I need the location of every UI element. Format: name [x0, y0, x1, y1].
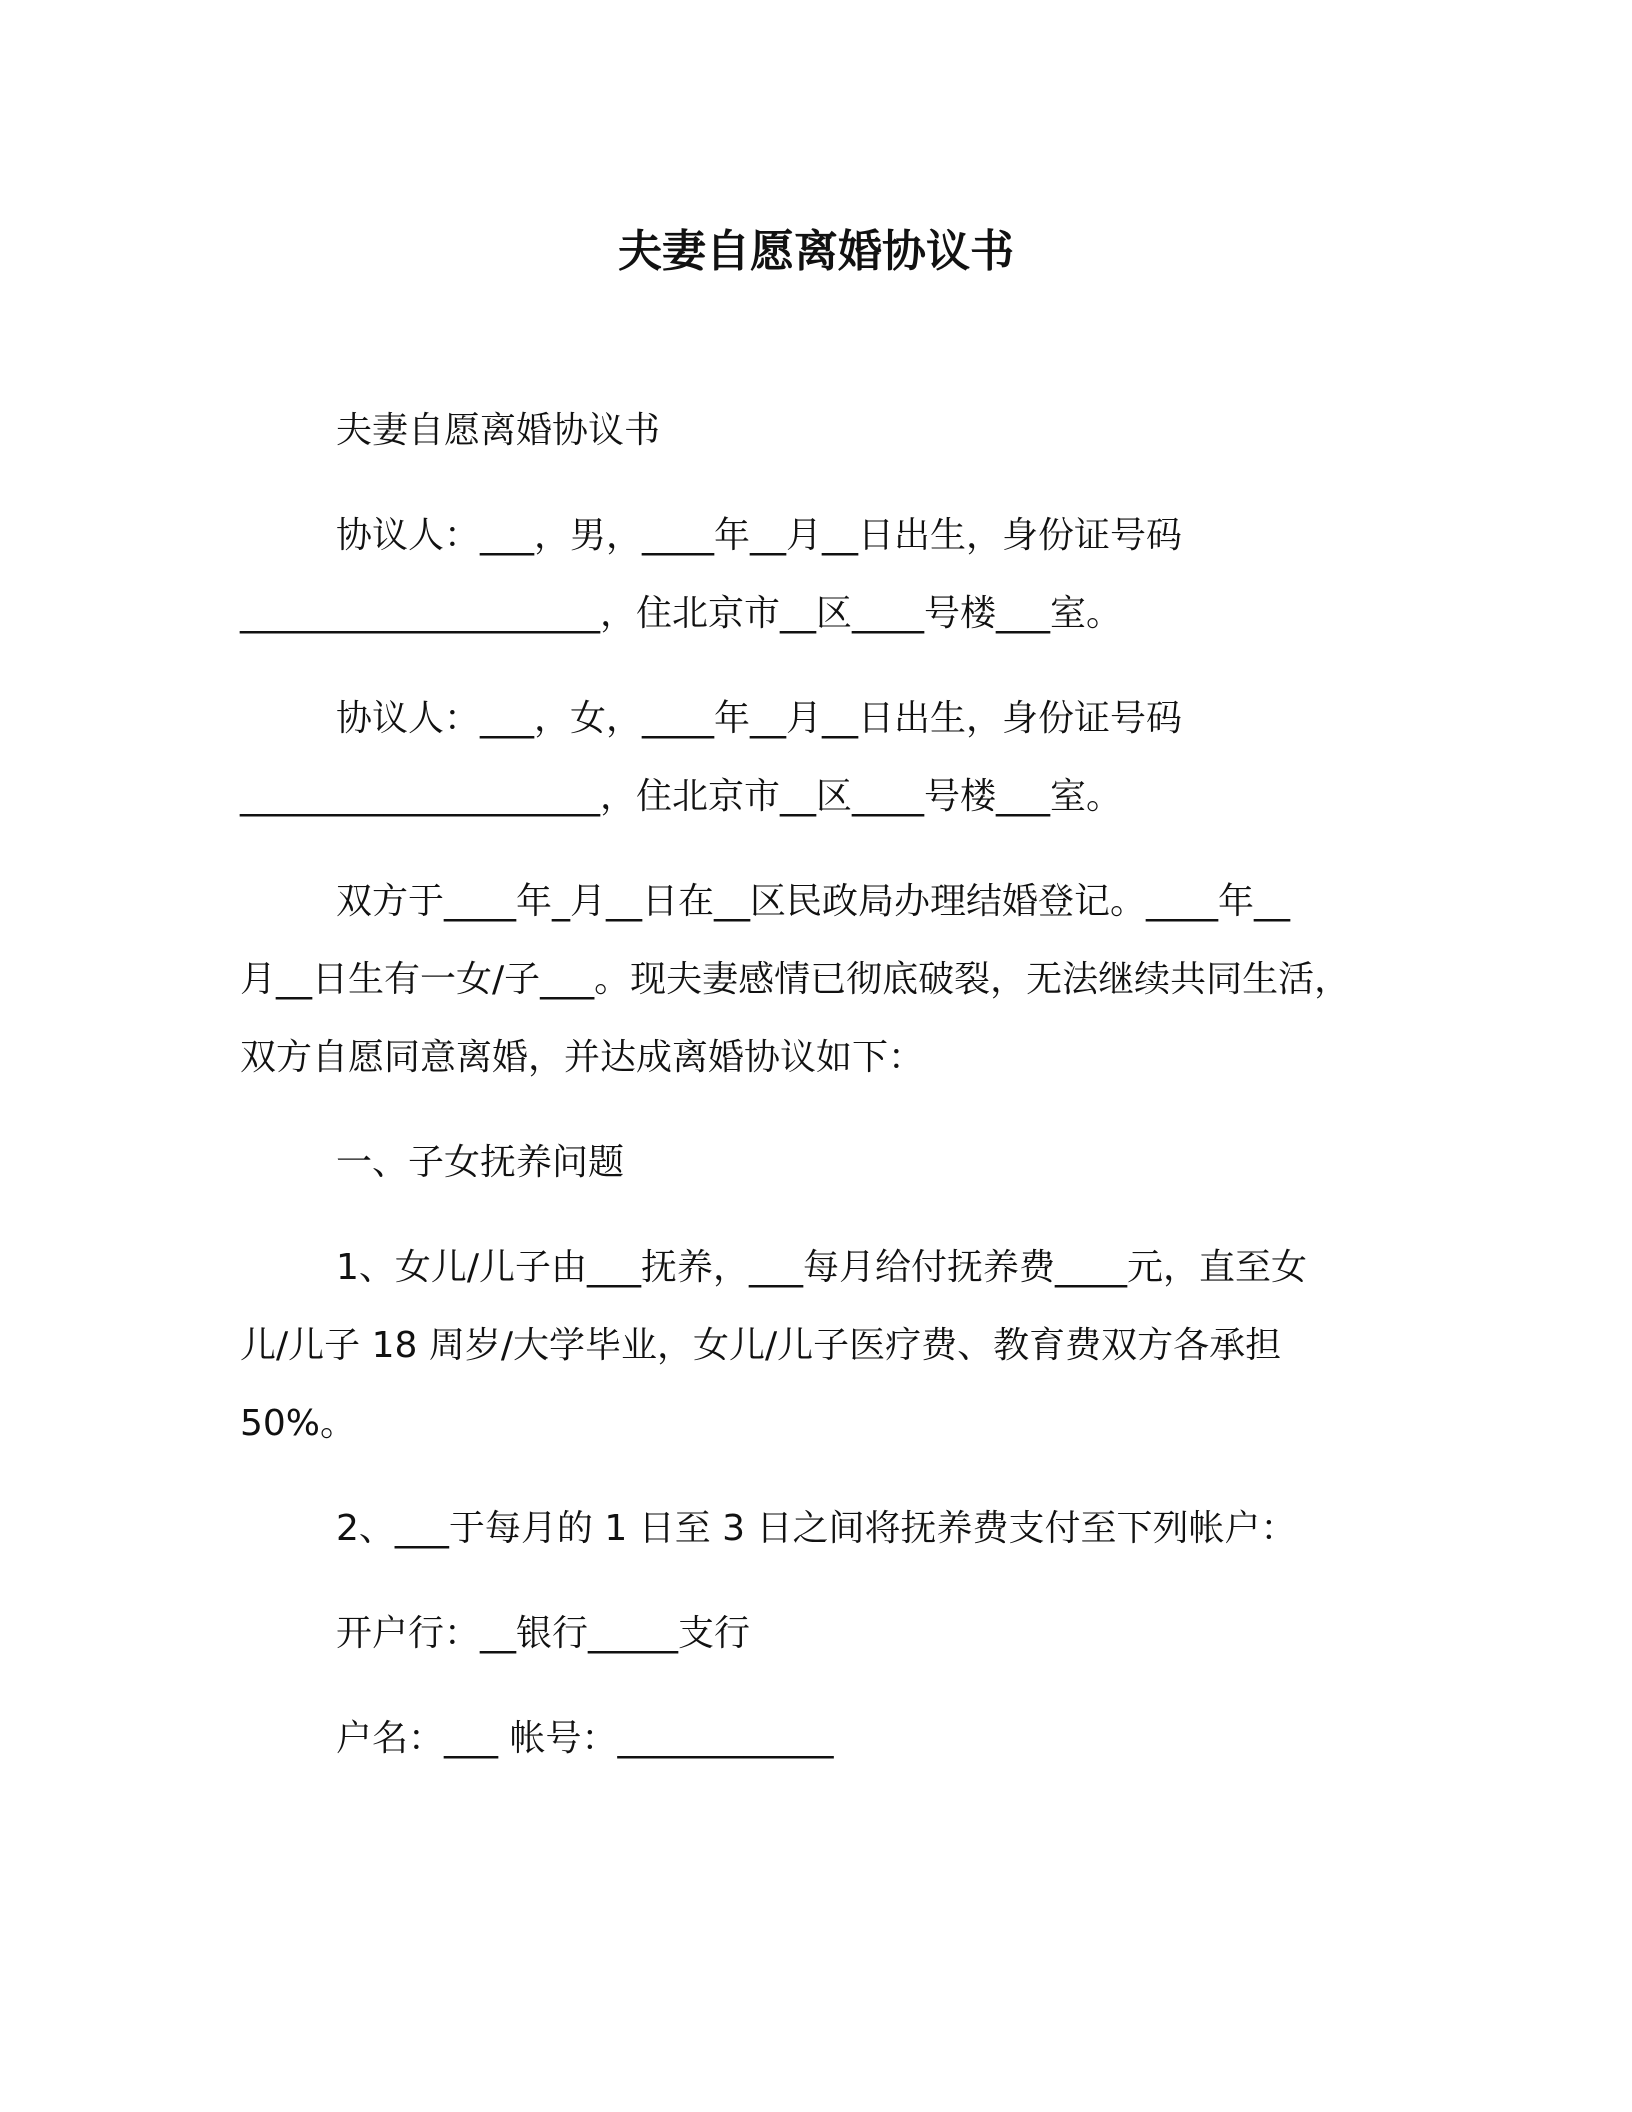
item2-paragraph: 2、___于每月的 1 日至 3 日之间将抚养费支付至下列帐户：: [336, 1508, 1297, 1549]
account-line: 户名：___ 帐号：____________: [336, 1718, 834, 1759]
item1-line-1: 1、女儿/儿子由___抚养，___每月给付抚养费____元，直至女: [336, 1247, 1308, 1288]
marriage-line-3: 双方自愿同意离婚，并达成离婚协议如下：: [240, 1037, 925, 1078]
party1-line-1: 协议人：___，男，____年__月__日出生，身份证号码: [336, 515, 1183, 556]
item1-paragraph: [240, 1229, 1400, 1463]
marriage-line-2: 月__日生有一女/子___。现夫妻感情已彻底破裂，无法继续共同生活，: [240, 959, 1351, 1000]
marriage-paragraph: [240, 863, 1400, 1097]
document-title: 夫妻自愿离婚协议书: [618, 226, 1014, 277]
party1-line-2: ____________________，住北京市__区____号楼___室。: [240, 593, 1123, 634]
party2-paragraph: [240, 680, 1400, 836]
party1-paragraph: [240, 497, 1400, 653]
bank-line: 开户行：__银行_____支行: [336, 1613, 751, 1654]
item1-line-3: 50%。: [240, 1403, 357, 1444]
marriage-line-1: 双方于____年_月__日在__区民政局办理结婚登记。____年__: [336, 881, 1291, 922]
document-body: [240, 392, 1400, 1805]
party2-line-2: ____________________，住北京市__区____号楼___室。: [240, 776, 1123, 817]
subtitle: 夫妻自愿离婚协议书: [336, 410, 661, 451]
party2-line-1: 协议人：___，女，____年__月__日出生，身份证号码: [336, 698, 1183, 739]
section-heading: 一、子女抚养问题: [336, 1142, 625, 1183]
item1-line-2: 儿/儿子 18 周岁/大学毕业，女儿/儿子医疗费、教育费双方各承担: [240, 1325, 1282, 1366]
